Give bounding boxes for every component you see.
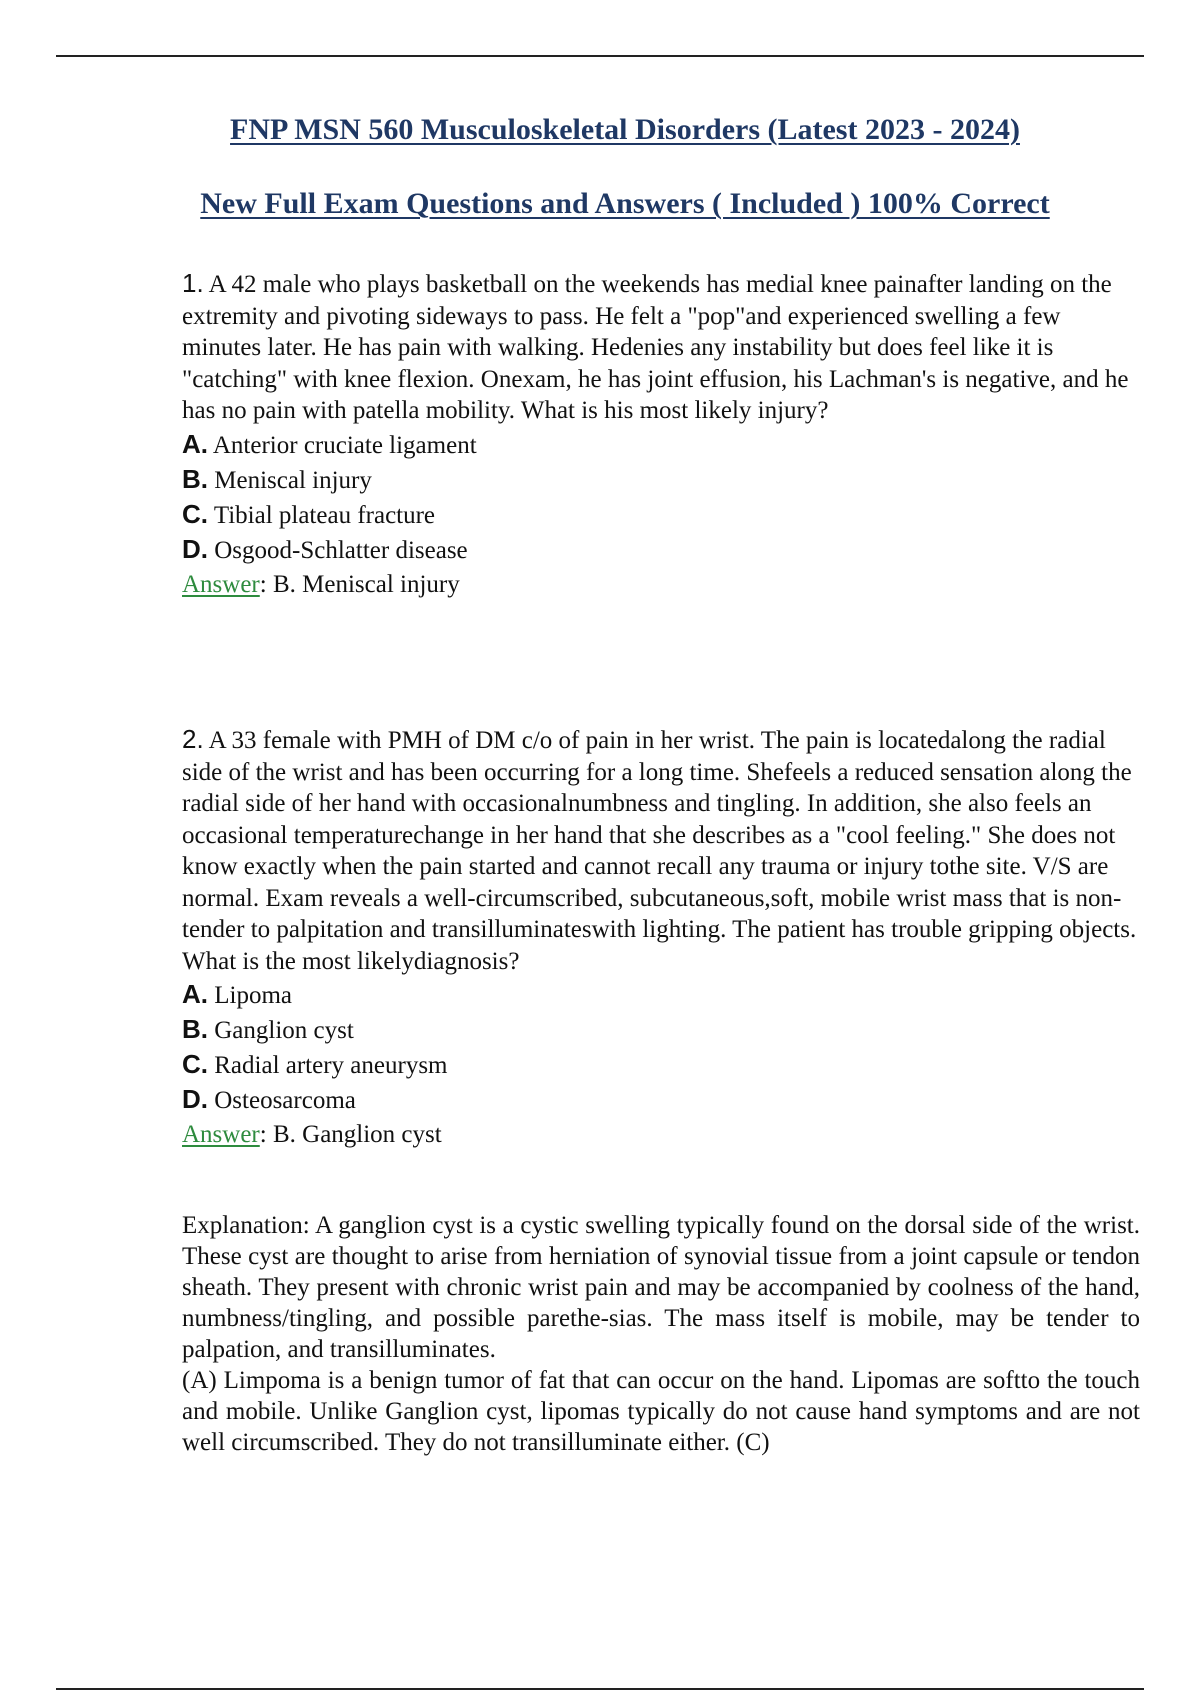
option-b [182, 1012, 1140, 1047]
explanation [182, 1210, 1140, 1458]
answer-label: Answer [182, 1121, 260, 1148]
option-d [182, 1082, 1140, 1117]
option-a [182, 977, 1140, 1012]
answer-text: : B. Ganglion cyst [259, 1121, 442, 1148]
title-line-1: FNP MSN 560 Musculoskeletal Disorders (Latest 2023 - 2024) [230, 113, 1020, 146]
option-b [182, 462, 1140, 497]
option-a [182, 427, 1140, 462]
option-c [182, 1047, 1140, 1082]
question-2 [182, 724, 1140, 1153]
question-2-stem [182, 724, 1140, 977]
question-1-stem [182, 268, 1140, 427]
title-line-2: New Full Exam Questions and Answers ( Included ) 100% Correct [200, 187, 1050, 220]
option-text: Meniscal injury [214, 466, 372, 494]
answer-label: Answer [182, 570, 260, 598]
explanation-paragraph-2: (A) Limpoma is a benign tumor of fat that can occur on the hand. Lipomas are softto the touch and mobile. Unlike Ganglion cyst, lipomas typically do not cause hand symptoms and are not well circumscribed. They do not transilluminate either. (C) [182, 1367, 1140, 1456]
option-letter: C. [182, 498, 208, 529]
option-letter: B. [182, 463, 208, 494]
option-text: Radial artery aneurysm [214, 1052, 448, 1079]
question-1-text: A 42 male who plays basketball on the weekends has medial knee painafter landing on the extremity and pivoting sideways to pass. He felt a "pop"and experienced swelling a few minutes later. He has pain with walking. Hedenies any instability but does feel like it is "catching" with knee flexion. Onexam, he has joint effusion, his Lachman's is negative, and he has no pain with patella mobility. What is his most likely injury? [182, 271, 1129, 424]
question-2-answer [182, 1117, 1140, 1153]
question-1-answer [182, 567, 1140, 603]
option-letter: D. [182, 533, 208, 564]
top-divider [56, 55, 1144, 57]
answer-text: : B. Meniscal injury [259, 570, 460, 598]
question-2-number: 2. [182, 724, 204, 754]
option-letter: B. [182, 1014, 208, 1044]
document-subtitle [0, 187, 1200, 221]
option-letter: A. [182, 979, 208, 1009]
option-text: Osteosarcoma [214, 1087, 356, 1114]
option-text: Lipoma [214, 982, 293, 1009]
explanation-paragraph-1: Explanation: A ganglion cyst is a cystic swelling typically found on the dorsal side of the wrist. These cyst are thought to arise from herniation of synovial tissue from a joint capsule or tendon sheath. They present with chronic wrist pain and may be accompanied by coolness of the hand, numbness/tingling, and possible parethe-sias. The mass itself is mobile, may be tender to palpation, and transilluminates. [182, 1212, 1140, 1363]
question-1-options [182, 427, 1140, 567]
option-letter: C. [182, 1049, 208, 1079]
question-1 [182, 268, 1140, 603]
question-2-options [182, 977, 1140, 1117]
option-text: Anterior cruciate ligament [212, 431, 477, 459]
option-text: Tibial plateau fracture [213, 501, 436, 529]
option-letter: A. [182, 428, 208, 459]
option-text: Osgood-Schlatter disease [214, 536, 468, 564]
question-2-text: A 33 female with PMH of DM c/o of pain in her wrist. The pain is locatedalong the radial side of the wrist and has been occurring for a long time. Shefeels a reduced sensation along the radial side of her hand with occasionalnumbness and tingling. In addition, she also feels an occasional temperaturechange in her hand that she describes as a "cool feeling." She does not know exactly when the pain started and cannot recall any trauma or injury tothe site. V/S are normal. Exam reveals a well-circumscribed, subcutaneous,soft, mobile wrist mass that is non-tender to palpitation and transilluminateswith lighting. The patient has trouble gripping objects. What is the most likelydiagnosis? [182, 727, 1137, 975]
option-c [182, 497, 1140, 532]
option-letter: D. [182, 1084, 208, 1114]
document-title [0, 113, 1200, 147]
bottom-divider [56, 1688, 1144, 1690]
option-d [182, 532, 1140, 567]
question-1-number: 1. [182, 268, 204, 298]
option-text: Ganglion cyst [214, 1017, 354, 1044]
